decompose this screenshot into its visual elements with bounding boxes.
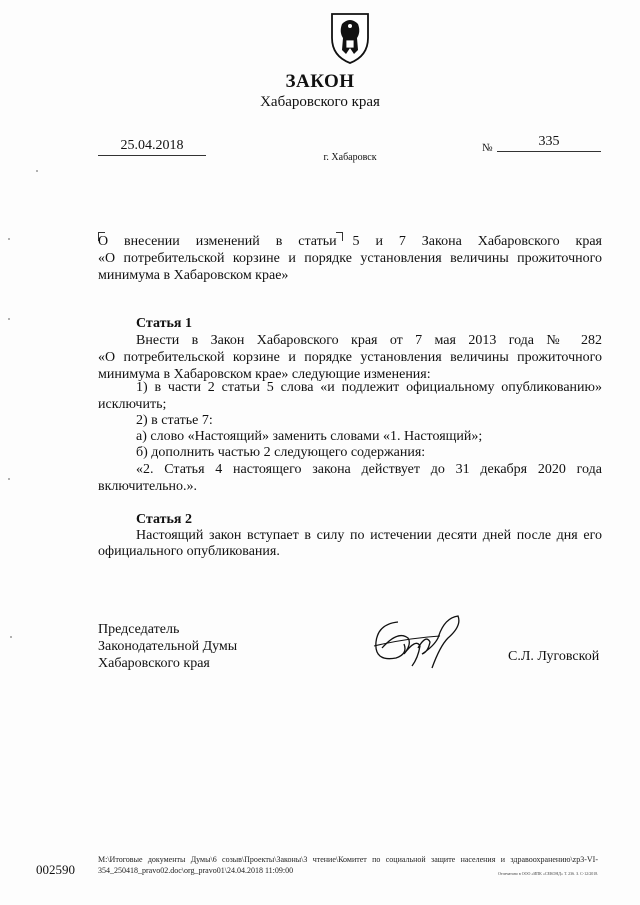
signatory-line-2: Законодательной Думы (98, 639, 238, 654)
article-1-p1-line-2: «О потребительской корзине и порядке установления величины прожиточного (98, 350, 602, 365)
law-title-line-1: О внесении изменений в статьи 5 и 7 Закона Хабаровского края (98, 234, 602, 249)
scan-speck (8, 318, 10, 320)
article-2-p1-line-2: официального опубликования. (98, 544, 280, 559)
law-title-line-2: «О потребительской корзине и порядке установления величины прожиточного (98, 251, 602, 266)
signatory-line-3: Хабаровского края (98, 656, 210, 671)
document-subtitle: Хабаровского края (260, 94, 380, 110)
file-path-line-2: 354_250418_pravo02.doc\org_pravo01\24.04.2018 11:09:00 (98, 866, 294, 875)
scan-speck (36, 170, 38, 172)
handwritten-signature (368, 608, 468, 674)
file-path-line-1: М:\Итоговые документы Думы\6 созыв\Проекты\Законы\3 чтение\Комитет по социальной защите населения и здравоохранению\zp3-VI- (98, 855, 598, 864)
article-1-p6-line-2: включительно.». (98, 479, 198, 494)
scan-speck (8, 478, 10, 480)
article-1-p5: б) дополнить частью 2 следующего содержания: (136, 445, 426, 460)
coat-of-arms-emblem (328, 8, 372, 66)
document-title: ЗАКОН (285, 71, 355, 92)
law-title-line-3: минимума в Хабаровском крае» (98, 268, 289, 283)
article-1-p2-line-2: исключить; (98, 397, 167, 412)
signatory-line-1: Председатель (98, 622, 180, 637)
article-1-p3: 2) в статье 7: (136, 413, 213, 428)
article-2-p1-line-1: Настоящий закон вступает в силу по истечении десяти дней после дня его (136, 528, 602, 543)
article-1-heading: Статья 1 (136, 316, 192, 331)
number-label: № (482, 142, 493, 154)
signatory-name: С.Л. Луговской (508, 649, 600, 664)
document-date: 25.04.2018 (98, 138, 206, 156)
article-1-p1-line-1: Внести в Закон Хабаровского края от 7 мая 2013 года № 282 (136, 333, 602, 348)
article-1-p4: а) слово «Настоящий» заменить словами «1. Настоящий»; (136, 429, 483, 444)
print-stamp: Отпечатано в ООО «ИПК «СЕКОНД» Т. 236. З. С-12/2018. (498, 871, 599, 876)
document-number: 335 (497, 134, 601, 152)
registration-number: 002590 (36, 862, 75, 877)
article-1-p1-line-3: минимума в Хабаровском крае» следующие изменения: (98, 367, 431, 382)
article-1-p6-line-1: «2. Статья 4 настоящего закона действует до 31 декабря 2020 года (136, 462, 602, 477)
scan-speck (8, 238, 10, 240)
document-city: г. Хабаровск (323, 152, 377, 163)
article-2-heading: Статья 2 (136, 512, 192, 527)
scan-speck (10, 636, 12, 638)
article-1-p2-line-1: 1) в части 2 статьи 5 слова «и подлежит официальному опубликованию» (136, 380, 602, 395)
signatory-position (98, 621, 237, 672)
